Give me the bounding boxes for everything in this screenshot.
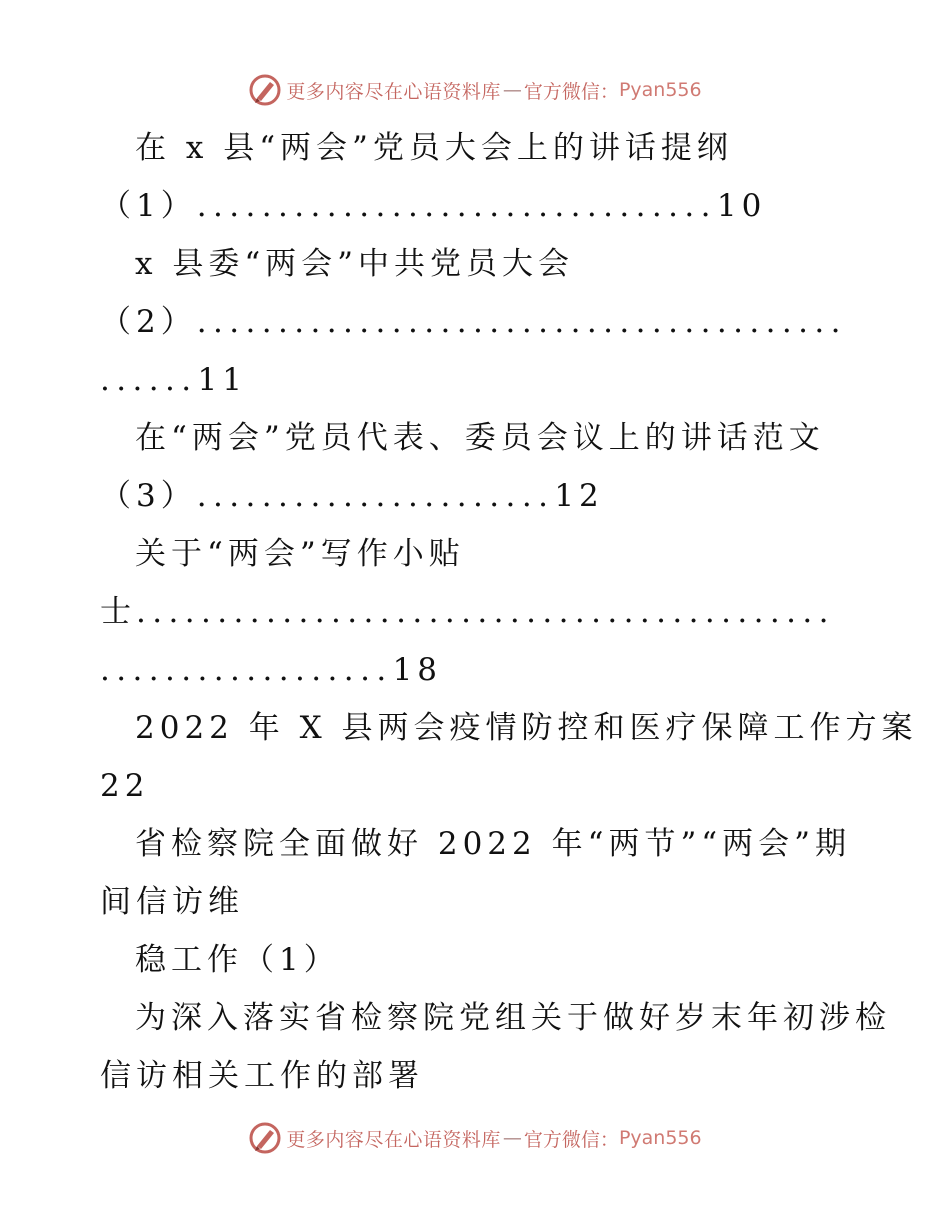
toc-leader-dots: ........................................ [196, 304, 847, 340]
toc-page-number: 18 [392, 652, 443, 688]
toc-line-12: 22 [100, 768, 150, 804]
toc-line-4 [100, 302, 847, 342]
watermark-separator: — [502, 1127, 522, 1149]
toc-line-5 [100, 360, 247, 400]
watermark-footer [0, 1118, 950, 1158]
toc-line-9 [100, 592, 835, 632]
pen-logo-icon [248, 1121, 282, 1155]
watermark-separator: — [502, 79, 522, 101]
toc-line-17: 信访相关工作的部署 [100, 1058, 424, 1094]
watermark-brand: 更多内容尽在心语资料库 [286, 80, 501, 103]
toc-line-16: 为深入落实省检察院党组关于做好岁末年初涉检 [135, 1000, 891, 1036]
toc-entry-number: （1） [100, 188, 197, 224]
toc-leader-dots: ................................ [196, 188, 717, 224]
toc-leader-dots: .................. [100, 652, 393, 688]
pen-logo-icon [248, 73, 282, 107]
toc-line-1: 在 x 县“两会”党员大会上的讲话提纲 [135, 130, 733, 166]
toc-line-7 [100, 476, 604, 516]
toc-line-10 [100, 650, 442, 690]
toc-line-3: x 县委“两会”中共党员大会 [135, 246, 575, 282]
toc-entry-number: （3） [100, 478, 197, 514]
toc-entry-text: 士 [100, 594, 136, 630]
watermark-suffix: 官方微信： [523, 1128, 619, 1151]
toc-line-14: 间信访维 [100, 884, 244, 920]
toc-leader-dots: ...................... [196, 478, 555, 514]
watermark-suffix: 官方微信： [523, 80, 619, 103]
toc-line-8: 关于“两会”写作小贴 [135, 536, 465, 572]
toc-leader-dots: ........................................... [136, 594, 835, 630]
watermark-header [0, 70, 950, 110]
toc-page-number: 11 [197, 362, 247, 398]
toc-line-11: 2022 年 X 县两会疫情防控和医疗保障工作方案 [135, 710, 918, 746]
toc-leader-dots: ...... [100, 362, 198, 398]
watermark-wechat-id: Pyan556 [618, 1127, 702, 1149]
toc-line-2 [100, 186, 766, 226]
toc-page-number: 10 [716, 188, 767, 224]
toc-entry-number: （2） [100, 304, 197, 340]
watermark-brand: 更多内容尽在心语资料库 [286, 1128, 501, 1151]
toc-line-6: 在“两会”党员代表、委员会议上的讲话范文 [135, 420, 825, 456]
toc-line-15: 稳工作（1） [135, 942, 340, 978]
toc-page-number: 12 [554, 478, 604, 514]
watermark-wechat-id: Pyan556 [618, 79, 702, 101]
toc-line-13: 省检察院全面做好 2022 年“两节”“两会”期 [135, 826, 851, 862]
